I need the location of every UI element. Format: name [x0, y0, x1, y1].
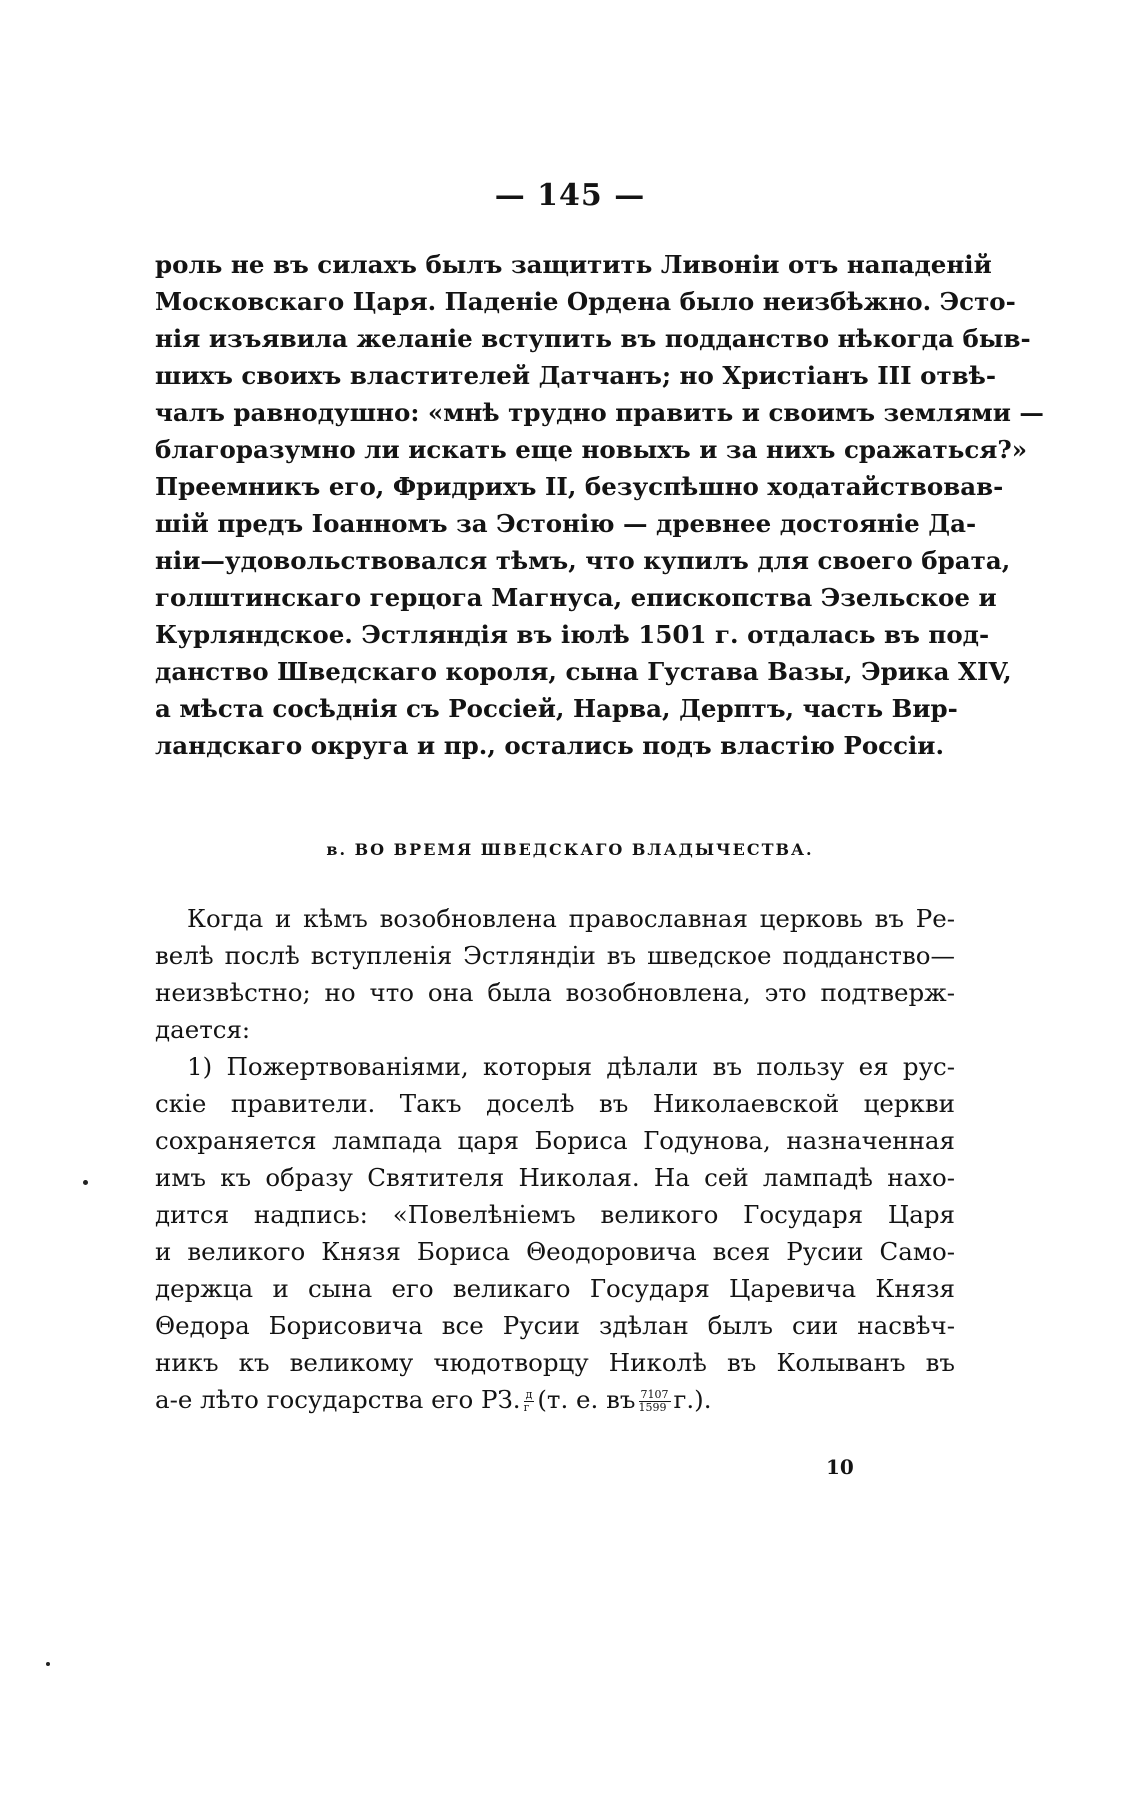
text-line: дается: [155, 1015, 251, 1044]
text-line: дится надпись: «Повелѣніемъ великого Государя Царя [155, 1200, 955, 1229]
text-line: держца и сына его великаго Государя Царевича Князя [155, 1274, 955, 1303]
body-paragraphs [155, 900, 955, 1418]
print-speck [83, 1180, 88, 1185]
date-text: а-е лѣто государства его РЗ. [155, 1385, 521, 1414]
fraction-denominator: г [523, 1401, 530, 1414]
text-line: Преемникъ его, Фридрихъ II, безуспѣшно ходатайствовав- [155, 472, 1004, 501]
text-line: роль не въ силахъ былъ защитить Ливоніи отъ нападеній [155, 250, 992, 279]
text-line: а мѣста сосѣднія съ Россіей, Нарва, Дерптъ, часть Вир- [155, 694, 958, 723]
text-line: 1) Пожертвованіями, которыя дѣлали въ пользу ея рус- [187, 1052, 955, 1081]
paragraph-3 [155, 1048, 955, 1418]
text-line: Когда и кѣмъ возобновлена православная церковь въ Ре- [187, 904, 955, 933]
text-line: и великого Князя Бориса Θеодоровича всея Русии Само- [155, 1237, 955, 1266]
text-line: велѣ послѣ вступленія Эстляндіи въ шведское подданство— [155, 941, 955, 970]
text-line: сохраняется лампада царя Бориса Годунова, назначенная [155, 1126, 955, 1155]
text-line: нія изъявила желаніе вступить въ подданство нѣкогда быв- [155, 324, 1031, 353]
signature-mark: 10 [826, 1455, 854, 1479]
fraction-year [639, 1389, 671, 1414]
text-line: ніи—удовольствовался тѣмъ, что купилъ для своего брата, [155, 546, 1011, 575]
text-line: Θедора Борисовича все Русии здѣлан былъ сии насвѣч- [155, 1311, 955, 1340]
text-line-with-fractions [155, 1381, 955, 1418]
paragraph-2 [155, 900, 955, 1048]
text-line: благоразумно ли искать еще новыхъ и за нихъ сражаться?» [155, 435, 1028, 464]
text-line: шихъ своихъ властителей Датчанъ; но Христіанъ III отвѣ- [155, 361, 997, 390]
fraction-numerator: 7107 [640, 1388, 669, 1401]
page-number: — 145 — [494, 178, 646, 213]
fraction-numerator: д [525, 1388, 533, 1401]
text-line: имъ къ образу Святителя Николая. На сей лампадѣ нахо- [155, 1163, 955, 1192]
paragraph-1 [155, 246, 1044, 764]
fraction-regnal-year [524, 1389, 535, 1414]
section-heading: в. ВО ВРЕМЯ ШВЕДСКАГО ВЛАДЫЧЕСТВА. [326, 840, 814, 859]
text-line: неизвѣстно; но что она была возобновлена, это подтверж- [155, 978, 955, 1007]
text-line: никъ къ великому чюдотворцу Николѣ въ Колыванъ въ [155, 1348, 955, 1377]
fraction-denominator: 1599 [638, 1401, 667, 1414]
text-line: чалъ равнодушно: «мнѣ трудно править и своимъ землями — [155, 398, 1044, 427]
text-line: Курляндское. Эстляндія въ іюлѣ 1501 г. отдалась въ под- [155, 620, 990, 649]
text-line: шій предъ Іоанномъ за Эстонію — древнее достояніе Да- [155, 509, 977, 538]
print-speck [46, 1662, 50, 1666]
text-line: Московскаго Царя. Паденіе Ордена было неизбѣжно. Эсто- [155, 287, 1016, 316]
text-line: голштинскаго герцога Магнуса, епископства Эзельское и [155, 583, 997, 612]
text-line: ландскаго округа и пр., остались подъ властію Россіи. [155, 731, 945, 760]
text-line: скіе правители. Такъ доселѣ въ Николаевской церкви [155, 1089, 955, 1118]
date-text: г.). [673, 1385, 712, 1414]
text-line: данство Шведскаго короля, сына Густава Вазы, Эрика XIV, [155, 657, 1012, 686]
date-text: (т. е. въ [537, 1385, 636, 1414]
